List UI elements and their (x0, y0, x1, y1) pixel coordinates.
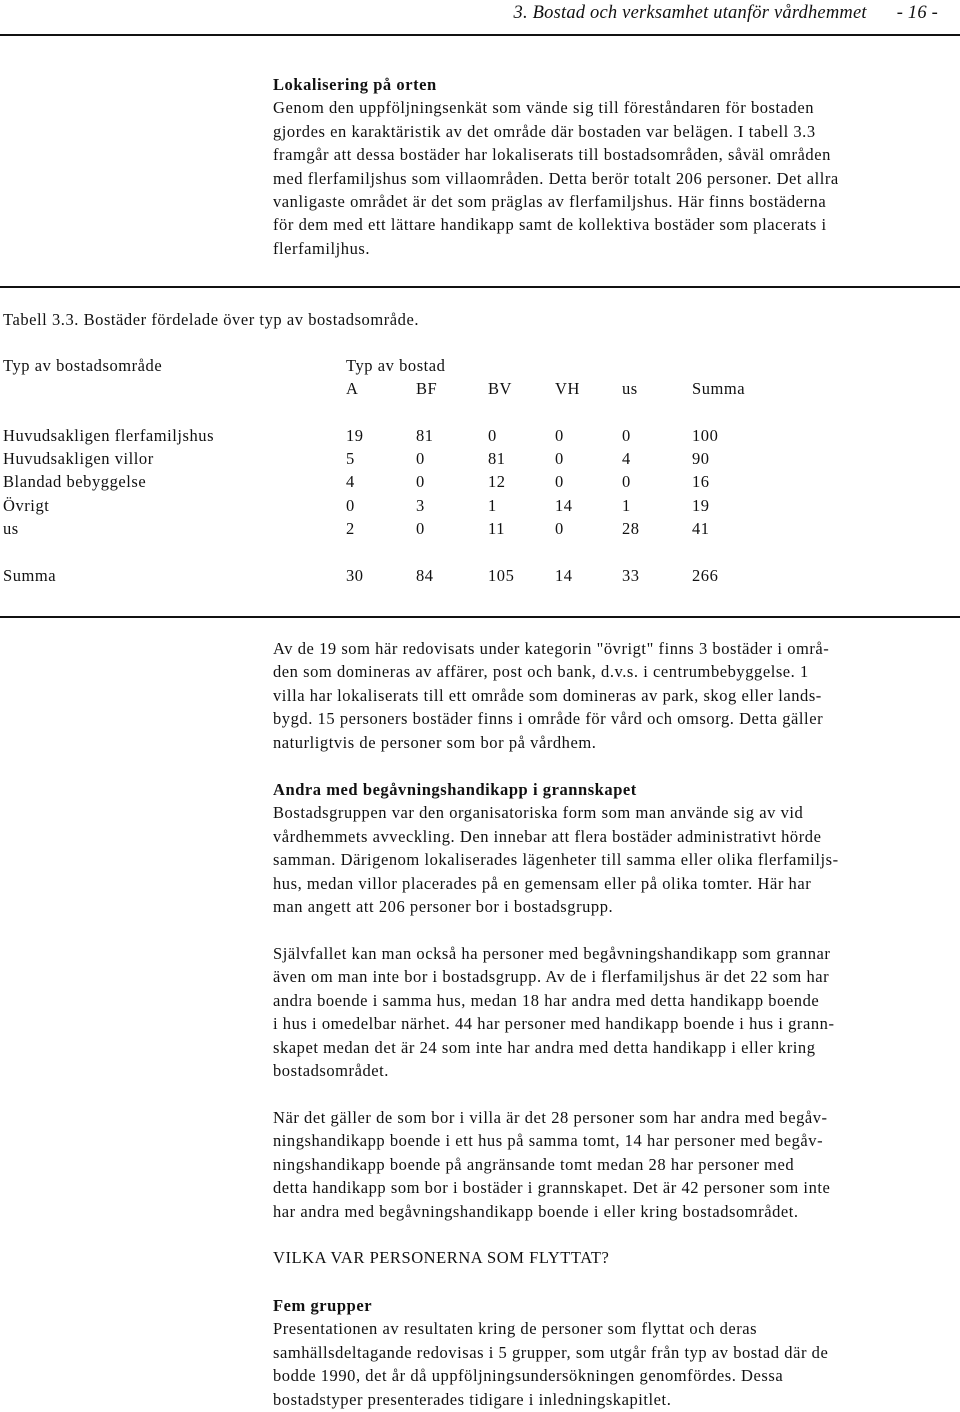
table-row (0, 449, 960, 472)
cell-a: 30 (346, 566, 364, 585)
paragraph-grannar (273, 942, 953, 1082)
column-header-us: us (622, 379, 638, 398)
cell-a: 19 (346, 426, 364, 445)
section-vilka (273, 1246, 953, 1269)
text-line: villa har lokaliserats till ett område som domineras av park, skog eller lands- (273, 685, 822, 705)
cell-summa: 100 (692, 426, 719, 445)
cell-bf: 81 (416, 426, 434, 445)
table-top-rule (0, 286, 960, 288)
column-header-summa: Summa (692, 379, 746, 398)
text-line: samhällsdeltagande redovisas i 5 grupper, som utgår från typ av bostad där de (273, 1342, 829, 1362)
section-heading: VILKA VAR PERSONERNA SOM FLYTTAT? (273, 1248, 610, 1267)
text-line: Bostadsgruppen var den organisatoriska form som man använde sig av vid (273, 803, 804, 823)
section-fem-grupper (273, 1294, 953, 1411)
cell-bv: 0 (488, 426, 497, 445)
text-line: ningshandikapp boende i ett hus på samma tomt, 14 har personer med begåv- (273, 1131, 824, 1151)
cell-a: 0 (346, 496, 355, 515)
cell-a: 5 (346, 449, 355, 468)
text-line: bygd. 15 personers bostäder finns i område för vård och omsorg. Detta gäller (273, 709, 824, 729)
text-line: gjordes en karaktäristik av det område där bostaden var belägen. I tabell 3.3 (273, 121, 816, 141)
table-total-row (0, 566, 960, 589)
text-line: även om man inte bor i bostadsgrupp. Av de i flerfamiljshus är det 22 som har (273, 967, 830, 987)
cell-bf: 0 (416, 449, 425, 468)
column-title-area-type: Typ av bostadsområde (3, 356, 163, 375)
cell-bv: 105 (488, 566, 515, 585)
cell-summa: 16 (692, 472, 710, 491)
cell-us: 0 (622, 472, 631, 491)
text-line: bostadstyper presenterades tidigare i inledningskapitlet. (273, 1389, 672, 1409)
text-line: framgår att dessa bostäder har lokaliserats till bostadsområden, såväl områden (273, 145, 831, 165)
table-row (0, 426, 960, 449)
row-label: Summa (3, 566, 57, 585)
cell-bv: 81 (488, 449, 506, 468)
text-line: för dem med ett lättare handikapp samt de kollektiva bostäder som placerats i (273, 215, 827, 235)
cell-a: 2 (346, 519, 355, 538)
cell-bf: 0 (416, 519, 425, 538)
text-line: naturligtvis de personer som bor på vårdhem. (273, 732, 597, 752)
page-number: - 16 - (896, 3, 938, 23)
cell-us: 4 (622, 449, 631, 468)
paragraph-villa (273, 1106, 953, 1223)
column-group-title: Typ av bostad (346, 356, 446, 375)
text-line: vanligaste området är det som präglas av flerfamiljshus. Här finns bostäderna (273, 192, 827, 212)
section-heading: Andra med begåvningshandikapp i grannskapet (273, 780, 637, 799)
section-lokalisering (273, 73, 953, 260)
cell-us: 33 (622, 566, 640, 585)
row-label: Huvudsakligen villor (3, 449, 154, 468)
row-label: Blandad bebyggelse (3, 472, 147, 491)
text-line: Presentationen av resultaten kring de personer som flyttat och deras (273, 1319, 758, 1339)
text-line: Av de 19 som här redovisats under kategorin "övrigt" finns 3 bostäder i områ- (273, 639, 830, 658)
table-caption: Tabell 3.3. Bostäder fördelade över typ av bostadsområde. (3, 310, 419, 329)
paragraph-ovrigt (273, 637, 953, 754)
text-line: bostadsområdet. (273, 1061, 389, 1081)
cell-vh: 0 (555, 519, 564, 538)
cell-summa: 41 (692, 519, 710, 538)
text-line: samman. Därigenom lokaliserades lägenheter till samma eller olika flerfamiljs- (273, 850, 839, 870)
text-line: man angett att 206 personer bor i bostadsgrupp. (273, 897, 614, 917)
column-header-vh: VH (555, 379, 580, 398)
text-line: hus, medan villor placerades på en gemensam eller på olika tomter. Här har (273, 873, 812, 893)
text-line: den som domineras av affärer, post och bank, d.v.s. i centrumbebyggelse. 1 (273, 662, 809, 682)
row-label: Övrigt (3, 496, 50, 515)
row-label: Huvudsakligen flerfamiljshus (3, 426, 215, 445)
running-header (514, 3, 938, 24)
cell-us: 28 (622, 519, 640, 538)
text-line: skapet medan det är 24 som inte har andra med detta handikapp i eller kring (273, 1037, 816, 1057)
text-line: detta handikapp som bor i bostäder i grannskapet. Det är 42 personer som inte (273, 1178, 831, 1198)
cell-summa: 90 (692, 449, 710, 468)
table-bottom-rule (0, 616, 960, 618)
text-line: bodde 1990, det år då uppföljningsundersökningen genomfördes. Dessa (273, 1366, 784, 1386)
text-line: andra boende i samma hus, medan 18 har andra med detta handikapp boende (273, 990, 820, 1010)
section-grannskapet (273, 778, 953, 918)
cell-us: 0 (622, 426, 631, 445)
section-heading: Lokalisering på orten (273, 75, 437, 94)
cell-vh: 0 (555, 449, 564, 468)
text-line: har andra med begåvningshandikapp boende i eller kring bostadsområdet. (273, 1201, 799, 1221)
cell-vh: 0 (555, 426, 564, 445)
cell-bv: 12 (488, 472, 506, 491)
text-line: ningshandikapp boende på angränsande tomt medan 28 har personer med (273, 1154, 795, 1174)
table-row (0, 472, 960, 495)
cell-a: 4 (346, 472, 355, 491)
text-line: vårdhemmets avveckling. Den innebar att flera bostäder administrativt hörde (273, 826, 822, 846)
chapter-title: 3. Bostad och verksamhet utanför vårdhemmet (513, 3, 867, 23)
cell-vh: 14 (555, 496, 573, 515)
cell-bf: 3 (416, 496, 425, 515)
row-label: us (3, 519, 19, 538)
cell-bf: 0 (416, 472, 425, 491)
column-header-bf: BF (416, 379, 438, 398)
cell-vh: 14 (555, 566, 573, 585)
cell-vh: 0 (555, 472, 564, 491)
cell-bv: 1 (488, 496, 497, 515)
column-header-a: A (346, 379, 359, 398)
page-header (0, 0, 960, 36)
cell-summa: 266 (692, 566, 719, 585)
text-line: flerfamiljhus. (273, 238, 371, 258)
column-header-bv: BV (488, 379, 513, 398)
text-line: med flerfamiljshus som villaområden. Detta berör totalt 206 personer. Det allra (273, 168, 839, 188)
table-row (0, 519, 960, 542)
cell-summa: 19 (692, 496, 710, 515)
text-line: Genom den uppföljningsenkät som vände sig till föreståndaren för bostaden (273, 98, 814, 118)
cell-bf: 84 (416, 566, 434, 585)
text-line: Självfallet kan man också ha personer med begåvningshandikapp som grannar (273, 944, 831, 963)
text-line: När det gäller de som bor i villa är det 28 personer som har andra med begåv- (273, 1108, 828, 1127)
cell-us: 1 (622, 496, 631, 515)
text-line: i hus i omedelbar närhet. 44 har personer med handikapp boende i hus i grann- (273, 1014, 835, 1034)
table-row (0, 496, 960, 519)
cell-bv: 11 (488, 519, 505, 538)
section-heading: Fem grupper (273, 1296, 373, 1315)
